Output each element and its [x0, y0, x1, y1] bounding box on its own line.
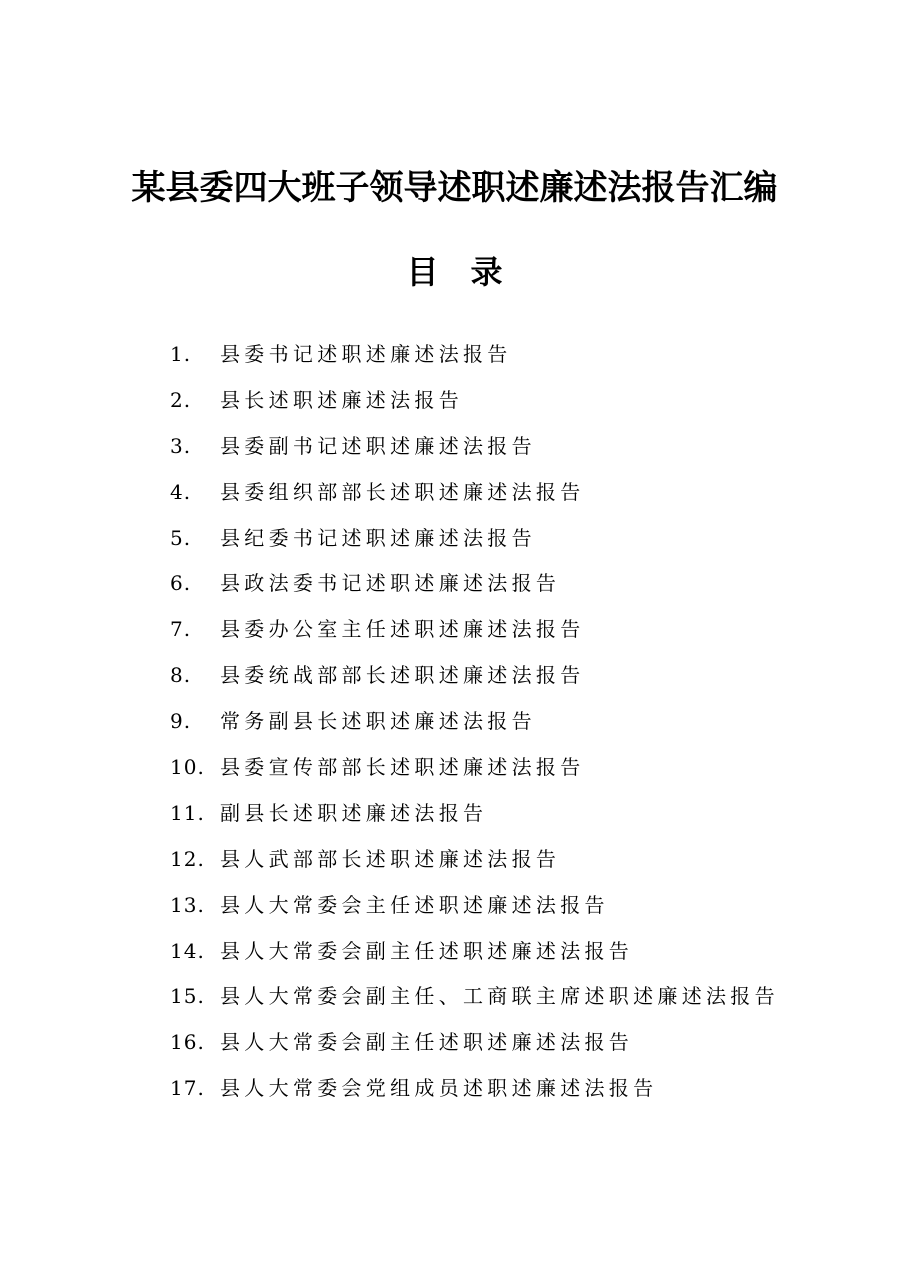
- toc-item: [170, 1026, 779, 1072]
- toc-item-title: 县委副书记述职述廉述法报告: [220, 433, 536, 458]
- toc-item-title: 县委宣传部部长述职述廉述法报告: [220, 755, 585, 780]
- toc-item-number: 13.: [170, 892, 205, 917]
- toc-item-number: 6.: [170, 571, 192, 596]
- toc-item-title: 县委办公室主任述职述廉述法报告: [220, 617, 585, 642]
- toc-item-title: 县纪委书记述职述廉述法报告: [220, 525, 536, 550]
- toc-item-number: 14.: [170, 938, 205, 963]
- toc-item: [170, 980, 779, 1026]
- document-title: 某县委四大班子领导述职述廉述法报告汇编: [131, 168, 778, 208]
- toc-item-number: 4.: [170, 479, 192, 504]
- toc-item-number: 17.: [170, 1076, 205, 1101]
- toc-item-title: 县委组织部部长述职述廉述法报告: [220, 479, 585, 504]
- toc-item-number: 8.: [170, 663, 192, 688]
- toc-item-title: 县人大常委会副主任述职述廉述法报告: [220, 938, 634, 963]
- toc-heading: 目 录: [406, 253, 503, 291]
- toc-item-number: 12.: [170, 846, 205, 871]
- table-of-contents: [170, 338, 779, 1118]
- toc-item: [170, 935, 779, 981]
- toc-item: [170, 843, 779, 889]
- toc-item-number: 2.: [170, 387, 192, 412]
- toc-item: [170, 613, 779, 659]
- toc-item: [170, 751, 779, 797]
- toc-item-number: 16.: [170, 1030, 205, 1055]
- toc-item-title: 副县长述职述廉述法报告: [220, 800, 488, 825]
- toc-item-number: 10.: [170, 755, 205, 780]
- toc-item: [170, 797, 779, 843]
- toc-item: [170, 705, 779, 751]
- toc-item-title: 县人大常委会党组成员述职述廉述法报告: [220, 1076, 658, 1101]
- toc-item: [170, 384, 779, 430]
- toc-item: [170, 430, 779, 476]
- toc-item-title: 县人大常委会副主任述职述廉述法报告: [220, 1030, 634, 1055]
- toc-item: [170, 476, 779, 522]
- toc-item: [170, 1072, 779, 1118]
- toc-item: [170, 659, 779, 705]
- toc-item-number: 11.: [170, 800, 205, 825]
- toc-item-number: 9.: [170, 709, 192, 734]
- toc-item-title: 县人大常委会副主任、工商联主席述职述廉述法报告: [220, 984, 779, 1009]
- toc-item: [170, 522, 779, 568]
- toc-item: [170, 889, 779, 935]
- toc-item-title: 县委书记述职述廉述法报告: [220, 342, 512, 366]
- toc-item-number: 15.: [170, 984, 205, 1009]
- toc-item-title: 县政法委书记述职述廉述法报告: [220, 571, 561, 596]
- toc-item-title: 县人武部部长述职述廉述法报告: [220, 846, 561, 871]
- toc-item-title: 常务副县长述职述廉述法报告: [220, 709, 536, 734]
- toc-item-number: 1.: [170, 342, 192, 366]
- toc-item-number: 5.: [170, 525, 192, 550]
- toc-item-number: 7.: [170, 617, 192, 642]
- toc-item-title: 县长述职述廉述法报告: [220, 387, 463, 412]
- toc-item: [170, 567, 779, 613]
- toc-item-number: 3.: [170, 433, 192, 458]
- toc-item: [170, 338, 779, 384]
- toc-item-title: 县人大常委会主任述职述廉述法报告: [220, 892, 609, 917]
- toc-item-title: 县委统战部部长述职述廉述法报告: [220, 663, 585, 688]
